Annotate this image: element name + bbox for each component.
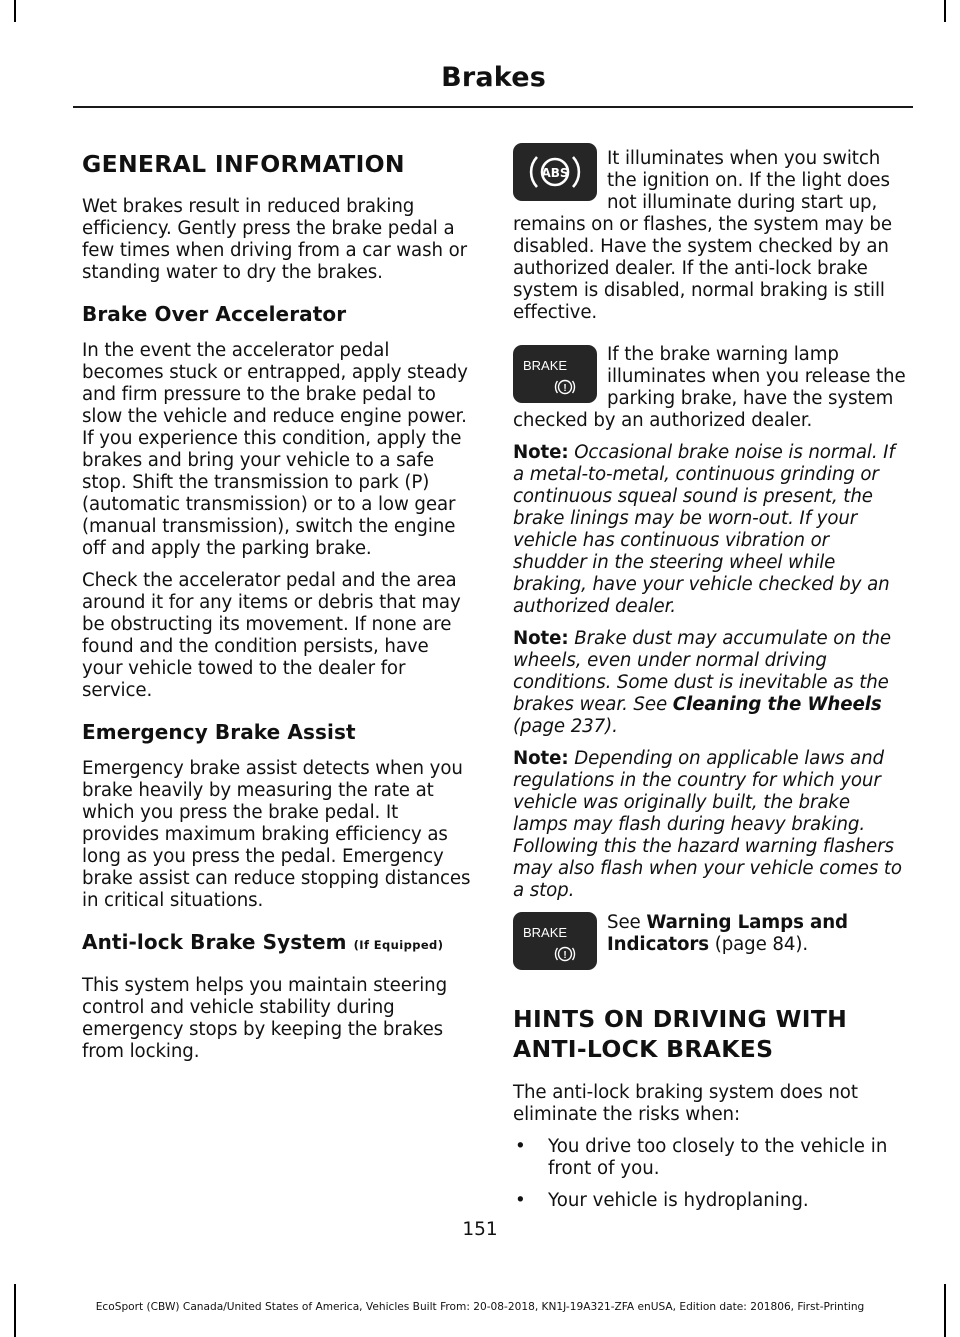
note-label: Note:: [513, 628, 569, 649]
note-brake-noise-text: Occasional brake noise is normal. If a metal-to-metal, continuous grinding or continuous squeal sound is present, the brake linings may be worn-out. If your vehicle has continuous vibration or shudder in the steering wheel while braking, have your vehicle checked by an authorized dealer.: [513, 442, 895, 617]
see-word: See: [607, 912, 647, 933]
document-footer: EcoSport (CBW) Canada/United States of America, Vehicles Built From: 20-08-2018, KN1J-19A321-ZFA enUSA, Edition date: 201806, First-Printing: [95, 1301, 865, 1313]
note-brake-dust: [513, 628, 908, 738]
left-column: [82, 148, 472, 1063]
list-item-text: Your vehicle is hydroplaning.: [548, 1190, 809, 1211]
note-label: Note:: [513, 748, 569, 769]
abs-light-paragraph: It illuminates when you switch the ignition on. If the light does not illuminate during start up, remains on or flashes, the system may be disabled. Have the system checked by an authorized dealer. If the anti-lock brake system is disabled, normal braking is still effective.: [513, 148, 892, 323]
hints-bullet-list: [513, 1136, 908, 1212]
note-brake-dust-text: Brake dust may accumulate on the wheels, even under normal driving conditions. Some dust is inevitable as the brakes wear. See: [513, 628, 891, 715]
anti-lock-brake-system-heading: [82, 930, 472, 957]
header-divider: [73, 106, 913, 108]
list-item: [513, 1190, 908, 1212]
emergency-brake-assist-heading: Emergency Brake Assist: [82, 720, 356, 744]
warning-lamps-page-ref: (page 84).: [709, 934, 809, 955]
if-equipped-label: (If Equipped): [353, 938, 444, 952]
list-item: [513, 1136, 908, 1180]
bullet-marker: •: [515, 1136, 526, 1157]
brake-lamp-block: [513, 344, 908, 432]
brake-lamp-paragraph: If the brake warning lamp illuminates when you release the parking brake, have the system checked by an authorized dealer.: [513, 344, 906, 431]
brake-warning-icon: [513, 345, 597, 403]
note-brake-lamps-flash-text: Depending on applicable laws and regulations in the country for which your vehicle was originally built, the brake lamps may flash during heavy braking. Following this the hazard warning flashers may also flash when your vehicle comes to a stop.: [513, 748, 902, 901]
anti-lock-brake-system-paragraph: This system helps you maintain steering control and vehicle stability during emergency stops by keeping the brakes from locking.: [82, 975, 448, 1062]
svg-text:BRAKE: BRAKE: [523, 925, 568, 940]
brake-over-accelerator-paragraph-2: Check the accelerator pedal and the area around it for any items or debris that may be obstructing its movement. If none are found and the condition persists, have your vehicle towed to the dealer for service.: [82, 570, 461, 701]
svg-text:!: !: [563, 383, 567, 394]
brake-over-accelerator-heading: Brake Over Accelerator: [82, 302, 347, 326]
see-warning-lamps-block: [513, 912, 908, 974]
list-item-text: You drive too closely to the vehicle in front of you.: [548, 1136, 888, 1179]
note-label: Note:: [513, 442, 569, 463]
svg-text:ABS: ABS: [541, 166, 569, 180]
right-column: [513, 148, 908, 1212]
bullet-marker: •: [515, 1190, 526, 1211]
hints-intro-paragraph: The anti-lock braking system does not eliminate the risks when:: [513, 1082, 858, 1125]
cleaning-the-wheels-link[interactable]: Cleaning the Wheels: [672, 694, 882, 715]
hints-heading: [513, 1004, 908, 1064]
general-information-heading: GENERAL INFORMATION: [82, 150, 405, 178]
page-number: 151: [462, 1219, 498, 1240]
hints-heading-line-1: HINTS ON DRIVING WITH: [513, 1005, 848, 1033]
cleaning-wheels-page-ref: (page 237).: [513, 716, 618, 737]
abs-block: [513, 148, 908, 324]
hints-heading-line-2: ANTI-LOCK BRAKES: [513, 1035, 774, 1063]
crop-mark-top-right: [944, 0, 946, 22]
emergency-brake-assist-paragraph: Emergency brake assist detects when you brake heavily by measuring the rate at which you press the brake pedal. It provides maximum braking efficiency as long as you press the pedal. Emergency brake assist can reduce stopping distances in critical situations.: [82, 758, 471, 911]
note-brake-noise: [513, 442, 908, 618]
crop-mark-top-left: [14, 0, 16, 22]
general-information-paragraph: Wet brakes result in reduced braking efficiency. Gently press the brake pedal a few times when driving from a car wash or standing water to dry the brakes.: [82, 196, 467, 283]
note-brake-lamps-flash: [513, 748, 908, 902]
brake-warning-icon: [513, 912, 597, 970]
brake-over-accelerator-paragraph-1: In the event the accelerator pedal becomes stuck or entrapped, apply steady and firm pressure to the brake pedal to slow the vehicle and reduce engine power. If you experience this condition, apply the brakes and bring your vehicle to a safe stop. Shift the transmission to park (P) (automatic transmission) or to a low gear (manual transmission), switch the engine off and apply the parking brake.: [82, 340, 468, 559]
svg-text:!: !: [563, 950, 567, 961]
abs-heading-text: Anti-lock Brake System: [82, 930, 347, 954]
abs-warning-icon: [513, 143, 597, 201]
warning-lamps-link[interactable]: Warning Lamps and Indicators: [607, 912, 848, 955]
svg-text:BRAKE: BRAKE: [523, 358, 568, 373]
page-title: Brakes: [441, 62, 546, 93]
